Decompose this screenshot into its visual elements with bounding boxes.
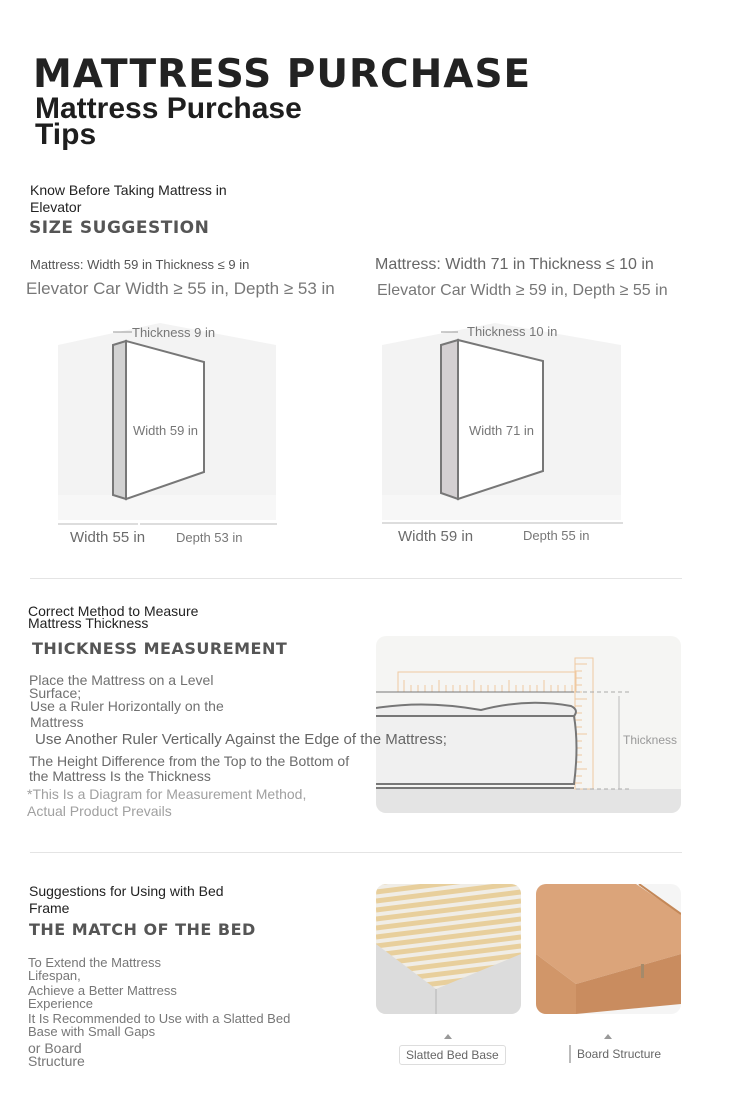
tip-1-line-2: Lifespan,	[28, 968, 81, 983]
step-4-line-1: The Height Difference from the Top to the Bottom of	[29, 753, 350, 769]
note-line-1: *This Is a Diagram for Measurement Method,	[27, 786, 307, 802]
right-thickness-label: Thickness 10 in	[467, 324, 558, 339]
page-title: MATTRESS PURCHASE	[33, 52, 532, 97]
bed-intro-line-1: Suggestions for Using with Bed	[29, 883, 224, 899]
left-elevator-spec: Elevator Car Width ≥ 55 in, Depth ≥ 53 in	[26, 279, 335, 298]
divider-1	[30, 578, 682, 579]
diagram-note	[27, 786, 357, 820]
left-mattress-side	[113, 341, 126, 499]
size-intro-line-1: Know Before Taking Mattress in	[30, 182, 227, 198]
bed-intro-line-2: Frame	[29, 900, 70, 916]
slatted-bed-base-caption: Slatted Bed Base	[399, 1045, 506, 1065]
board-illustration	[536, 884, 681, 1014]
right-width-label: Width 71 in	[469, 423, 535, 438]
left-thickness-label: Thickness 9 in	[132, 325, 216, 340]
step-1	[29, 674, 259, 700]
left-mattress-spec: Mattress: Width 59 in Thickness ≤ 9 in	[30, 257, 250, 272]
size-intro	[30, 182, 270, 216]
page-subtitle	[35, 92, 335, 151]
tip-3-line-2: Base with Small Gaps	[28, 1024, 156, 1039]
slatted-bed-illustration	[376, 884, 521, 1014]
mattress-body	[376, 716, 577, 784]
thickness-intro-line-1: Correct Method to Measure	[28, 603, 199, 619]
tip-4-line-1: or Board	[28, 1040, 82, 1056]
right-room-floor	[382, 495, 621, 520]
board-structure-caption: Board Structure	[569, 1045, 667, 1063]
size-intro-line-2: Elevator	[30, 199, 82, 215]
right-mattress-spec: Mattress: Width 71 in Thickness ≤ 10 in	[375, 256, 654, 273]
step-4	[29, 754, 369, 784]
left-room-floor	[58, 495, 276, 520]
board-structure-image	[536, 884, 681, 1014]
thickness-diagram	[376, 636, 681, 813]
mattress-top	[376, 703, 576, 716]
bed-intro	[29, 883, 269, 917]
slatted-bed-base-image	[376, 884, 521, 1014]
right-car-depth-label: Depth 55 in	[523, 528, 590, 543]
thickness-intro	[28, 605, 248, 629]
bed-tips	[28, 956, 328, 1068]
left-width-label: Width 59 in	[133, 423, 199, 438]
step-2-line-1: Use a Ruler Horizontally on the	[30, 698, 224, 714]
tip-1-line-1: To Extend the Mattress	[28, 955, 161, 970]
floor	[376, 789, 681, 813]
right-car-width-label: Width 59 in	[398, 528, 474, 545]
thickness-diagram-card	[376, 636, 681, 813]
right-elevator-spec: Elevator Car Width ≥ 59 in, Depth ≥ 55 in	[377, 282, 668, 299]
step-3: Use Another Ruler Vertically Against the Edge of the Mattress;	[35, 731, 447, 748]
tip-2-line-2: Experience	[28, 996, 94, 1011]
note-line-2: Actual Product Prevails	[27, 803, 172, 819]
step-2	[30, 698, 260, 730]
step-4-line-2: the Mattress Is the Thickness	[29, 768, 211, 784]
thickness-intro-line-2: Mattress Thickness	[28, 615, 149, 631]
step-1-line-1: Place the Mattress on a Level	[29, 672, 214, 688]
subtitle-line-2: Tips	[35, 118, 97, 151]
size-heading: SIZE SUGGESTION	[29, 218, 210, 238]
right-mattress-face	[458, 340, 543, 499]
tip-3-line-1: It Is Recommended to Use with a Slatted Bed	[28, 1011, 291, 1026]
subtitle-line-1: Mattress Purchase	[35, 92, 302, 125]
arrow-up-icon	[444, 1034, 452, 1039]
bed-heading: THE MATCH OF THE BED	[29, 920, 256, 939]
horizontal-ruler-ticks	[404, 680, 572, 692]
thickness-heading: THICKNESS MEASUREMENT	[32, 639, 288, 658]
right-mattress-side	[441, 340, 458, 499]
tip-2-line-1: Achieve a Better Mattress	[28, 983, 177, 998]
left-mattress-face	[126, 341, 204, 499]
left-car-width-label: Width 55 in	[70, 529, 146, 546]
arrow-up-icon	[604, 1034, 612, 1039]
thickness-diagram-label: Thickness	[623, 733, 678, 747]
divider-2	[30, 852, 682, 853]
step-2-line-2: Mattress	[30, 714, 84, 730]
tip-4-line-2: Structure	[28, 1053, 85, 1069]
left-car-depth-label: Depth 53 in	[176, 530, 243, 545]
step-1-line-2: Surface;	[29, 685, 82, 701]
